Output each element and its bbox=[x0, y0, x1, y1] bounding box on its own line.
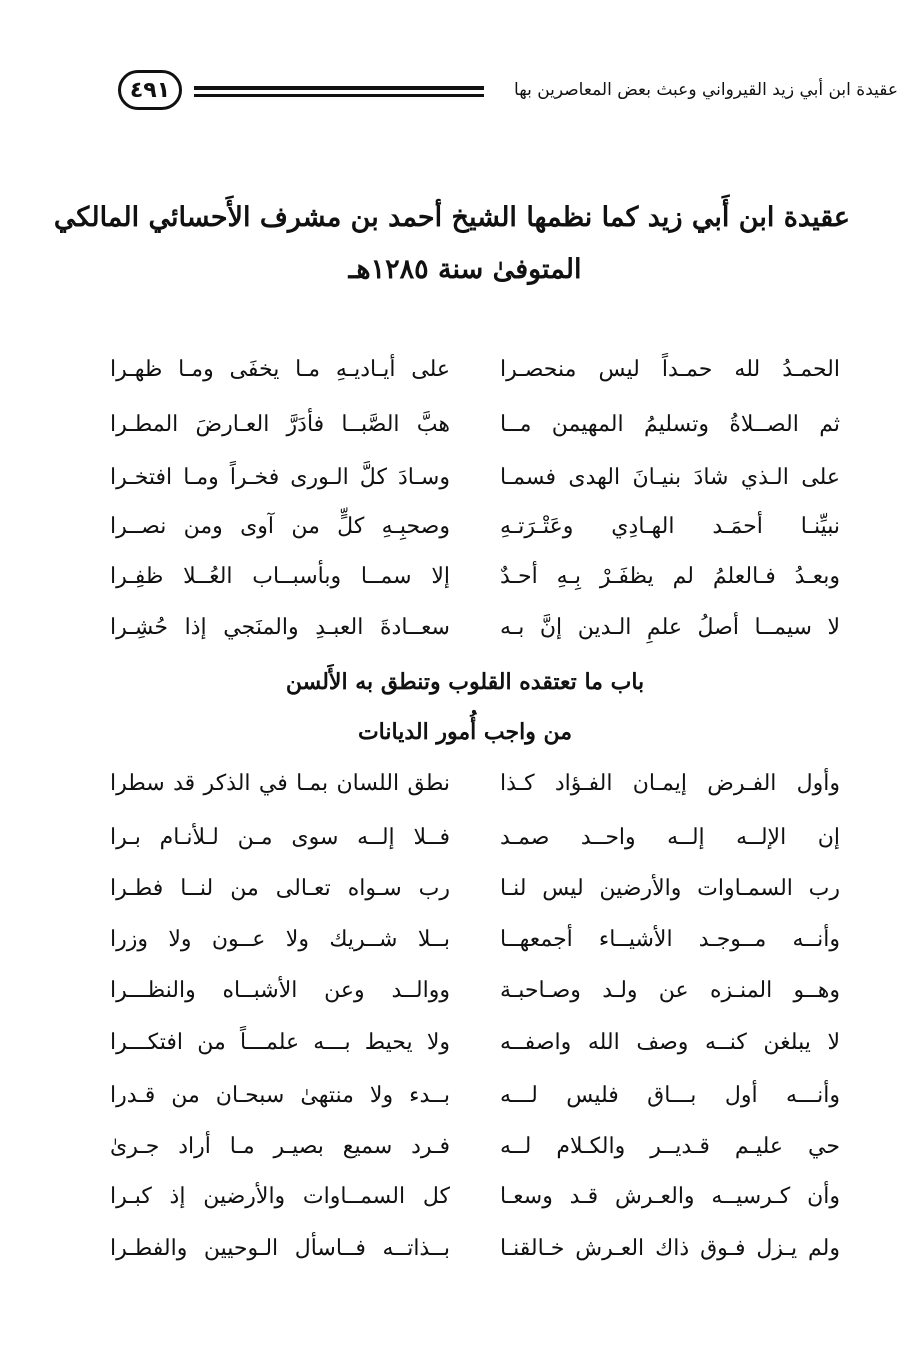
verse-first-hemistich: إن الإلــه إلــه واحــد صمـد bbox=[500, 825, 840, 850]
verse-second-hemistich: بــذاتــه فــاسأل الـوحيين والفطـرا bbox=[110, 1236, 450, 1261]
verse-line bbox=[110, 608, 840, 648]
header-rule bbox=[194, 86, 484, 96]
verse-second-hemistich: بــلا شــريك ولا عــون ولا وزرا bbox=[110, 927, 450, 952]
verse-second-hemistich: وسـادَ كلَّ الـورى فخـراً ومـا افتخـرا bbox=[110, 465, 450, 490]
verse-first-hemistich: وأنـــه أول بـــاق فليس لـــه bbox=[500, 1083, 840, 1108]
verse-line bbox=[110, 350, 840, 390]
verse-line bbox=[110, 1127, 840, 1167]
verse-first-hemistich: ثم الصــلاةُ وتسليمُ المهيمن مــا bbox=[500, 412, 840, 437]
verse-first-hemistich: وأول الفـرض إيمـان الفـؤاد كـذا bbox=[500, 771, 840, 796]
verse-second-hemistich: سعــادةَ العبـدِ والمنَجي إذا حُشِـرا bbox=[110, 615, 450, 640]
verse-line bbox=[110, 920, 840, 960]
verse-second-hemistich: بــدء ولا منتهىٰ سبحـان من قـدرا bbox=[110, 1083, 450, 1108]
verse-line bbox=[110, 458, 840, 498]
running-header bbox=[118, 66, 898, 122]
verse-line bbox=[110, 1177, 840, 1217]
verse-line bbox=[110, 971, 840, 1011]
verse-line bbox=[110, 869, 840, 909]
verse-line bbox=[110, 764, 840, 804]
verse-first-hemistich: وأنــه مــوجـد الأشيــاء أجمعهــا bbox=[500, 927, 840, 952]
verse-second-hemistich: فـرد سميع بصيـر مـا أراد جـرىٰ bbox=[110, 1134, 450, 1159]
verse-line bbox=[110, 557, 840, 597]
verse-first-hemistich: وبعـدُ فـالعلمُ لم يظفَـرْ بِـهِ أحـدٌ bbox=[500, 564, 840, 589]
verse-second-hemistich: فــلا إلــه سوى مـن لـلأنـام بـرا bbox=[110, 825, 450, 850]
verse-second-hemistich: نطق اللسان بمـا في الذكر قد سطرا bbox=[110, 771, 450, 796]
section-heading-line-1: باب ما تعتقده القلوب وتنطق به الأَلسن bbox=[285, 669, 645, 695]
verse-line bbox=[110, 1229, 840, 1269]
running-title: عقيدة ابن أبي زيد القيرواني وعبث بعض المعاصرين بها bbox=[514, 80, 898, 100]
verse-first-hemistich: الحمـدُ لله حمـداً ليس منحصـرا bbox=[500, 357, 840, 382]
verse-second-hemistich: إلا سمــا وبأسبــاب العُــلا ظفِـرا bbox=[110, 564, 450, 589]
verse-second-hemistich: على أيـاديـهِ مـا يخفَى ومـا ظهـرا bbox=[110, 357, 450, 382]
verse-first-hemistich: وهــو المنـزه عن ولـد وصـاحبـة bbox=[500, 978, 840, 1003]
poem-title-line-2: المتوفىٰ سنة ١٢٨٥هـ bbox=[348, 254, 582, 285]
verse-line bbox=[110, 818, 840, 858]
verse-first-hemistich: لا سيمــا أصلُ علمِ الـدين إنَّ بـه bbox=[500, 615, 840, 640]
page-number: ٤٩١ bbox=[118, 70, 182, 110]
verse-first-hemistich: وأن كـرسيــه والعـرش قـد وسعـا bbox=[500, 1184, 840, 1209]
verse-second-hemistich: هبَّ الصَّبــا فأدَرَّ العـارضَ المطـرا bbox=[110, 412, 450, 437]
section-heading-line-2: من واجب أُمور الديانات bbox=[357, 719, 573, 745]
verse-first-hemistich: حي عليـم قـديــر والكـلام لــه bbox=[500, 1134, 840, 1159]
verse-second-hemistich: وصحبِـهِ كلٍّ من آوى ومن نصــرا bbox=[110, 514, 450, 539]
verse-second-hemistich: ووالــد وعن الأشبــاه والنظـــرا bbox=[110, 978, 450, 1003]
verse-first-hemistich: على الـذي شادَ بنيـانَ الهدى فسمـا bbox=[500, 465, 840, 490]
verse-first-hemistich: نبيِّنـا أحمَـد الهـادِي وعَتْـرَتـهِ bbox=[500, 514, 840, 539]
verse-first-hemistich: رب السمـاوات والأرضين ليس لنـا bbox=[500, 876, 840, 901]
verse-line bbox=[110, 1076, 840, 1116]
verse-second-hemistich: كل السمــاوات والأرضين إذ كبـرا bbox=[110, 1184, 450, 1209]
poem-title bbox=[53, 192, 850, 296]
verse-first-hemistich: لا يبلغن كنــه وصف الله واصفــه bbox=[500, 1030, 840, 1055]
verse-line bbox=[110, 1023, 840, 1063]
verse-first-hemistich: ولم يـزل فـوق ذاك العـرش خـالقنـا bbox=[500, 1236, 840, 1261]
poem-title-line-1: عقيدة ابن أَبي زيد كما نظمها الشيخ أحمد بن مشرف الأَحسائي المالكي bbox=[53, 202, 850, 233]
verse-second-hemistich: رب سـواه تعـالى من لنــا فطـرا bbox=[110, 876, 450, 901]
verse-second-hemistich: ولا يحيط بـــه علمـــاً من افتكـــرا bbox=[110, 1030, 450, 1055]
verse-line bbox=[110, 405, 840, 445]
verse-line bbox=[110, 507, 840, 547]
